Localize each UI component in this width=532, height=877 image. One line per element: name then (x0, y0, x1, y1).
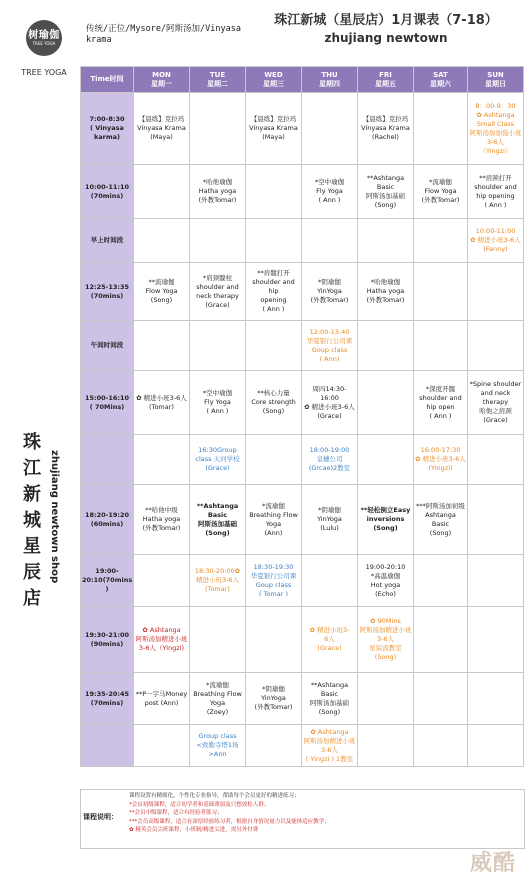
time-slot: 12:25-13:35 (70mins) (81, 263, 134, 321)
logo-badge (26, 20, 62, 56)
class-cell (246, 725, 302, 767)
schedule-row (81, 725, 524, 767)
class-cell (358, 673, 414, 725)
class-cell: 16:30Group class 天河学校 (Grace) (190, 435, 246, 485)
class-cell: **Ashtanga Basic 阿斯汤加基础 (Song) (302, 673, 358, 725)
class-cell (190, 93, 246, 165)
class-cell (358, 725, 414, 767)
class-cell (190, 607, 246, 673)
class-cell (190, 219, 246, 263)
class-cell: **肩髋打开 shoulder and hip opening ( Ann ) (246, 263, 302, 321)
class-cell (468, 725, 524, 767)
watermark: 威酷 (470, 851, 517, 876)
class-cell (414, 555, 468, 607)
class-cell (134, 321, 190, 371)
header-day-fri (358, 67, 414, 93)
class-cell (414, 607, 468, 673)
time-slot: 10:00-11:10 (70mins) (81, 165, 134, 219)
class-cell: *流瑜伽 Breathing Flow Yoga (Ann) (246, 485, 302, 555)
header-row (81, 67, 524, 93)
day-en: FRI (379, 70, 392, 79)
class-cell (134, 435, 190, 485)
note-line: ***会员高级课程，适合有深厚经验练习者，根据自身情况量力以及能体适应教学； (129, 818, 330, 825)
class-cell (358, 321, 414, 371)
yoga-styles-line: 传统/正位/Mysore/阿斯汤加/Vinyasa krama (86, 24, 241, 45)
logo (22, 18, 66, 58)
class-cell (246, 219, 302, 263)
day-en: SAT (433, 70, 448, 79)
brand-name: TREE YOGA (21, 68, 67, 77)
class-cell (134, 555, 190, 607)
class-cell: *阴瑜伽 YinYoga (Lulu) (302, 485, 358, 555)
time-slot: 15:00-16:10 ( 70Mins) (81, 371, 134, 435)
schedule-row (81, 607, 524, 673)
class-cell: *哈他瑜伽 Hatha yoga (外教Tomar) (358, 263, 414, 321)
class-cell: 18:30-19:30 华夏银行公司课 Goup class ( Tomar ) (246, 555, 302, 607)
class-cell: 10:00-11:00 ✿ 精进小班3-6人 (Fanny) (468, 219, 524, 263)
class-cell: ✿ 精进小班3- 6人 (Grace) (302, 607, 358, 673)
class-cell: 18:00-19:00 皇穗公司 (Grcae)2教室 (302, 435, 358, 485)
class-cell: *空中瑜伽 Fly Yoga ( Ann ) (302, 165, 358, 219)
class-cell (414, 321, 468, 371)
class-cell: 16:00-17:30 ✿ 精进小班3-6人 (Yingzi) (414, 435, 468, 485)
class-cell: **Ashtanga Basic 阿斯汤加基础 (Song) (190, 485, 246, 555)
day-en: SUN (487, 70, 504, 79)
logo-en: TREE YOGA (32, 41, 56, 46)
class-cell (414, 673, 468, 725)
class-cell (414, 263, 468, 321)
header-day-sun (468, 67, 524, 93)
schedule-row (81, 485, 524, 555)
header-day-mon (134, 67, 190, 93)
schedule-row (81, 165, 524, 219)
class-cell: *深度开髋 shoulder and hip open ( Ann ) (414, 371, 468, 435)
header-day-thu (302, 67, 358, 93)
class-cell: ✿ Ashtanga 阿斯汤加精进小班 3-6人（Yingzi) (134, 607, 190, 673)
class-cell (468, 673, 524, 725)
schedule-row (81, 321, 524, 371)
class-cell: *哈他瑜伽 Hatha yoga (外教Tomar) (190, 165, 246, 219)
time-slot: 7:00-8:30 ( Vinyasa karma) (81, 93, 134, 165)
store-name-en: zhujiang newtown shop (49, 450, 60, 584)
store-name-cn: 珠 江 新 城 星 辰 店 (23, 432, 41, 609)
class-cell (302, 555, 358, 607)
day-en: MON (152, 70, 171, 79)
page-subtitle: zhujiang newtown (324, 31, 448, 45)
class-cell (468, 435, 524, 485)
class-cell: 8：00-9：30 ✿ Ashtanga Small Class 阿斯汤加加强小班3-6人 （Yingzi） (468, 93, 524, 165)
class-cell: *流瑜伽 Breathing Flow Yoga (Zoey) (190, 673, 246, 725)
class-cell: 【晨练】克拉玛 Vinyasa Krama (Maya) (134, 93, 190, 165)
class-cell (414, 219, 468, 263)
day-cn: 星期五 (375, 79, 396, 88)
notes-label: 课程说明： (83, 813, 118, 821)
title-block (250, 12, 522, 46)
class-cell: *阴瑜伽 YinYoga (外教Tomar) (302, 263, 358, 321)
class-cell (468, 485, 524, 555)
class-cell: ✿ 90Mins 阿斯汤加精进小班3-6人 星宸流教室 (Song) (358, 607, 414, 673)
day-cn: 星期六 (430, 79, 451, 88)
schedule-row (81, 93, 524, 165)
class-cell: Group class <致勤寺塔1场 >Ann (190, 725, 246, 767)
class-cell: **Ashtanga Basic 阿斯汤加基础 (Song) (358, 165, 414, 219)
class-cell (190, 321, 246, 371)
note-line: **会员中级课程，适合有经验者练习； (129, 810, 223, 816)
class-cell: ✿ 精进小班3-6人 (Tomar) (134, 371, 190, 435)
class-cell (302, 219, 358, 263)
notes-box (80, 789, 525, 849)
schedule-table (80, 66, 524, 767)
logo-cn: 树瑜伽 (28, 30, 60, 41)
class-cell (134, 219, 190, 263)
class-cell (246, 321, 302, 371)
header-day-sat (414, 67, 468, 93)
day-cn: 星期三 (263, 79, 284, 88)
time-slot: 19:30-21:00 (90mins) (81, 607, 134, 673)
header-day-wed (246, 67, 302, 93)
class-cell (414, 725, 468, 767)
class-cell: *空中瑜伽 Fly Yoga ( Ann ) (190, 371, 246, 435)
class-cell: **轻松倒立Easy inversions (Song) (358, 485, 414, 555)
class-cell (468, 607, 524, 673)
class-cell: ***阿斯汤加初级 Ashtanga Basic (Song) (414, 485, 468, 555)
class-cell: 18:30-20:00✿ 精进小班3-6人 (Tomar) (190, 555, 246, 607)
header-time: Time时间 (81, 67, 134, 93)
schedule-row (81, 219, 524, 263)
page-title: 珠江新城（星辰店）1月课表（7-18） (274, 13, 498, 28)
class-cell: *流瑜伽 Flow Yoga (外教Tomar) (414, 165, 468, 219)
class-cell (468, 555, 524, 607)
schedule-row (81, 435, 524, 485)
day-en: THU (321, 70, 338, 79)
store-name-en-container (46, 450, 74, 650)
class-cell: **P一字马Money post (Ann) (134, 673, 190, 725)
time-slot: 早上时间段 (81, 219, 134, 263)
class-cell: 【晨练】克拉玛 Vinyasa Krama (Rachel) (358, 93, 414, 165)
day-en: WED (264, 70, 283, 79)
class-cell: 周四14:30- 16:00 ✿ 精进小班3-6人 (Grace) (302, 371, 358, 435)
class-cell: *肩颈髋柱 shoulder and neck therapy (Grace) (190, 263, 246, 321)
class-cell: 【晨练】克拉玛 Vinyasa Krama (Maya) (246, 93, 302, 165)
class-cell (246, 165, 302, 219)
note-line: 课程设置有精细化，个性化专业指导，帮助每个会员更好的精进练习； (129, 793, 300, 799)
class-cell: **核心力量 Core strength (Song) (246, 371, 302, 435)
class-cell (246, 607, 302, 673)
class-cell (358, 435, 414, 485)
class-cell: **肩颈打开 shoulder and hip opening ( Ann ) (468, 165, 524, 219)
class-cell: *阴瑜伽 YinYoga (外教Tomar) (246, 673, 302, 725)
schedule-body (81, 93, 524, 767)
time-slot (81, 435, 134, 485)
day-cn: 星期一 (151, 79, 172, 88)
class-cell (468, 263, 524, 321)
day-cn: 星期四 (319, 79, 340, 88)
schedule-row (81, 263, 524, 321)
note-line: ✿ 精英会员尖班课程，小班制/精进尖进，需另外付费 (129, 827, 259, 833)
class-cell (246, 435, 302, 485)
class-cell (468, 321, 524, 371)
class-cell: **流瑜伽 Flow Yoga (Song) (134, 263, 190, 321)
note-line: *会员初级课程，适合初学者和基础薄弱及只想放松人群； (129, 801, 270, 808)
class-cell: ✿ Ashtanga 阿斯汤加精进小班 3-6人 ( Yingzi ) 1教室 (302, 725, 358, 767)
class-cell (358, 219, 414, 263)
time-slot: 19:00- 20:10(70mins ) (81, 555, 134, 607)
time-slot: 午间时间段 (81, 321, 134, 371)
class-cell (414, 93, 468, 165)
day-cn: 星期日 (485, 79, 506, 88)
time-slot: 19:35-20:45 (70mins) (81, 673, 134, 725)
class-cell: 19:00-20:10 *高温瑜伽 Hot yoga (Echo) (358, 555, 414, 607)
time-slot: 18:20-19:20 (60mins) (81, 485, 134, 555)
day-cn: 星期二 (207, 79, 228, 88)
schedule-row (81, 555, 524, 607)
notes-lines (129, 792, 521, 835)
class-cell (134, 725, 190, 767)
day-en: TUE (209, 70, 226, 79)
class-cell (358, 371, 414, 435)
schedule-row (81, 673, 524, 725)
class-cell (302, 93, 358, 165)
class-cell: *Spine shoulder and neck therapy 哈他之肩颈 (Grace) (468, 371, 524, 435)
schedule-row (81, 371, 524, 435)
class-cell: **哈他中级 Hatha yoga (外教Tomar) (134, 485, 190, 555)
time-slot (81, 725, 134, 767)
class-cell (134, 165, 190, 219)
class-cell: 12:00-13:40 华夏银行公司课 Goup class ( Ann) (302, 321, 358, 371)
header-day-tue (190, 67, 246, 93)
